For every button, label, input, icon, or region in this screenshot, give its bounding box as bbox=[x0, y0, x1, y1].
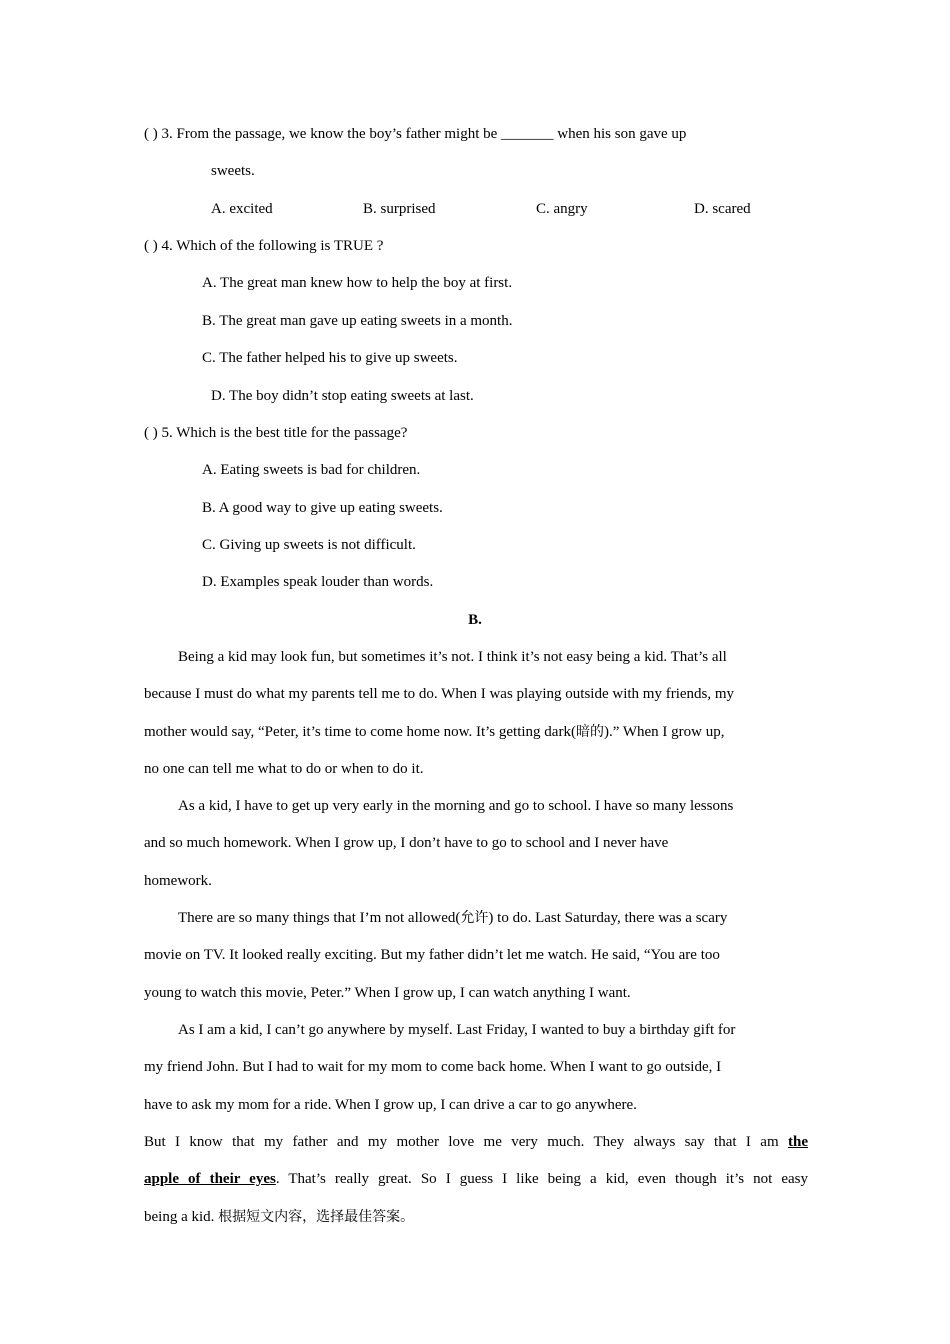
paragraph-line: apple of their eyes. That’s really great. So I guess I like being a kid, even though it’s not easy bbox=[144, 1171, 808, 1187]
question-5-text: 5. Which is the best title for the passage? bbox=[161, 425, 408, 441]
instruction-text: 根据短文内容，选择最佳答案。 bbox=[218, 1209, 415, 1225]
question-3-options bbox=[0, 199, 950, 219]
option-d: D. scared bbox=[694, 201, 751, 217]
paragraph-line: because I must do what my parents tell me to do. When I was playing outside with my friends, my bbox=[144, 686, 735, 702]
option-c: C. Giving up sweets is not difficult. bbox=[202, 537, 416, 553]
chinese-gloss: 暗的 bbox=[575, 724, 604, 740]
highlighted-phrase: the bbox=[788, 1134, 809, 1150]
question-5 bbox=[144, 423, 407, 443]
question-3 bbox=[144, 124, 686, 144]
paragraph-line: my friend John. But I had to wait for my mom to come back home. When I want to go outside, I bbox=[144, 1059, 722, 1075]
section-title: B. bbox=[468, 612, 482, 628]
option-c: C. The father helped his to give up sweets. bbox=[202, 350, 458, 366]
option-b: B. The great man gave up eating sweets in a month. bbox=[202, 313, 513, 329]
paragraph-line: movie on TV. It looked really exciting. But my father didn’t let me watch. He said, “You are too bbox=[144, 947, 720, 963]
paragraph-line: As I am a kid, I can’t go anywhere by myself. Last Friday, I wanted to buy a birthday gift for bbox=[178, 1022, 736, 1038]
option-d: D. Examples speak louder than words. bbox=[202, 574, 434, 590]
paragraph-line: and so much homework. When I grow up, I don’t have to go to school and I never have bbox=[144, 835, 669, 851]
option-a: A. Eating sweets is bad for children. bbox=[202, 462, 421, 478]
option-b: B. surprised bbox=[363, 201, 436, 217]
paragraph-line: have to ask my mom for a ride. When I grow up, I can drive a car to go anywhere. bbox=[144, 1097, 637, 1113]
paragraph-line: homework. bbox=[144, 873, 212, 889]
question-4-text: 4. Which of the following is TRUE ? bbox=[161, 238, 384, 254]
question-3-text: 3. From the passage, we know the boy’s father might be _______ when his son gave up bbox=[161, 126, 687, 142]
answer-blank-paren: ( ) bbox=[144, 238, 158, 254]
paragraph-line: There are so many things that I’m not allowed(允许) to do. Last Saturday, there was a scary bbox=[178, 910, 728, 926]
paragraph-line: young to watch this movie, Peter.” When I grow up, I can watch anything I want. bbox=[144, 985, 631, 1001]
option-d: D. The boy didn’t stop eating sweets at last. bbox=[211, 388, 474, 404]
paragraph-line: Being a kid may look fun, but sometimes it’s not. I think it’s not easy being a kid. That’s all bbox=[178, 649, 727, 665]
paragraph-line: mother would say, “Peter, it’s time to come home now. It’s getting dark(暗的).” When I grow up, bbox=[144, 724, 725, 740]
option-c: C. angry bbox=[536, 201, 588, 217]
highlighted-phrase: apple of their eyes bbox=[144, 1171, 276, 1187]
option-b: B. A good way to give up eating sweets. bbox=[202, 500, 443, 516]
option-a: A. The great man knew how to help the boy at first. bbox=[202, 275, 513, 291]
paragraph-line: As a kid, I have to get up very early in the morning and go to school. I have so many lessons bbox=[178, 798, 734, 814]
question-4 bbox=[144, 236, 383, 256]
question-3-continuation: sweets. bbox=[211, 163, 255, 179]
paragraph-line: no one can tell me what to do or when to do it. bbox=[144, 761, 424, 777]
chinese-gloss: 允许 bbox=[460, 910, 489, 926]
option-a: A. excited bbox=[211, 201, 273, 217]
paragraph-line: being a kid. 根据短文内容，选择最佳答案。 bbox=[144, 1209, 415, 1225]
answer-blank-paren: ( ) bbox=[144, 425, 158, 441]
answer-blank-paren: ( ) bbox=[144, 126, 158, 142]
paragraph-line: But I know that my father and my mother love me very much. They always say that I am the bbox=[144, 1134, 809, 1150]
